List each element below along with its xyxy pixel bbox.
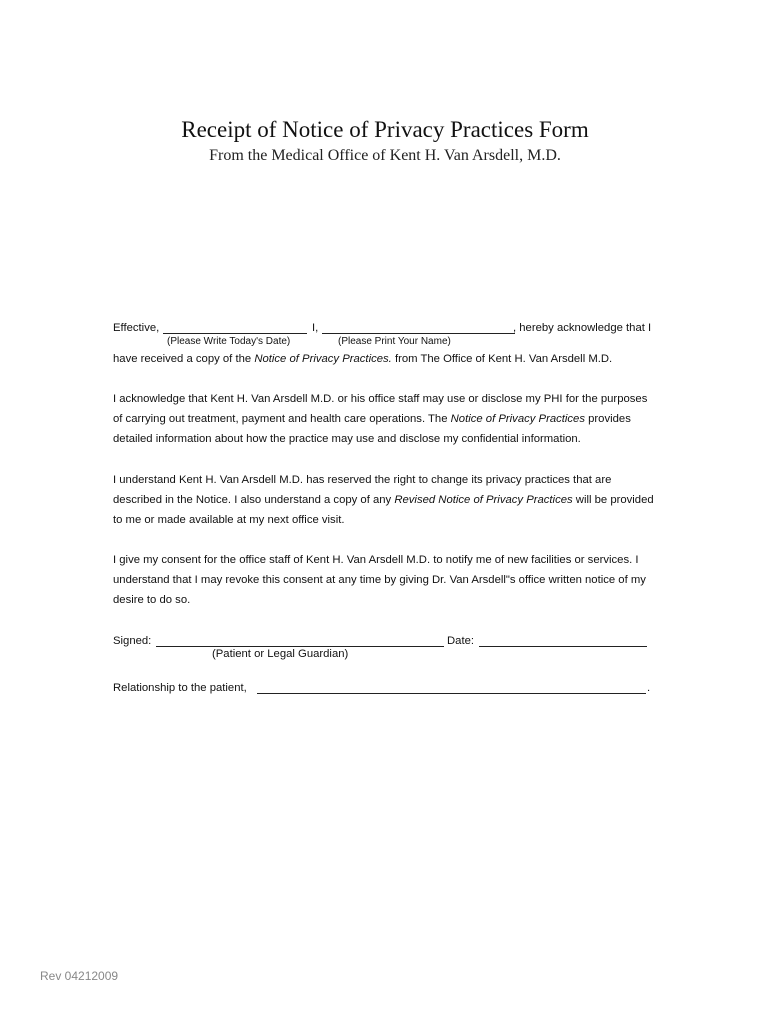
revision-number: Rev 04212009 [40, 969, 119, 983]
receipt-line-c: from The Office of Kent H. Van Arsdell M.D. [391, 353, 613, 365]
para1-notice-italic: Notice of Privacy Practices [450, 413, 585, 425]
para3-line3: desire to do so. [113, 594, 191, 606]
para3-line2: understand that I may revoke this consent at any time by giving Dr. Van Arsdell"s office written notice of my [113, 574, 646, 586]
para2-line2-c: will be provided [572, 494, 654, 506]
relationship-label: Relationship to the patient, [113, 682, 247, 694]
signature-date-blank[interactable] [479, 646, 647, 647]
receipt-line-a: have received a copy of the [113, 353, 255, 365]
notice-title-italic: Notice of Privacy Practices. [254, 353, 392, 365]
para2-line2 [113, 494, 654, 506]
signature-blank[interactable] [156, 646, 444, 647]
signed-hint: (Patient or Legal Guardian) [212, 648, 349, 660]
para1-line1: I acknowledge that Kent H. Van Arsdell M.D. or his office staff may use or disclose my PHI for the purposes [113, 393, 648, 405]
revised-notice-italic: Revised Notice of Privacy Practices [394, 494, 573, 506]
date-hint: (Please Write Today's Date) [167, 336, 291, 347]
date-blank[interactable] [163, 333, 307, 334]
name-hint: (Please Print Your Name) [338, 336, 451, 347]
signed-label: Signed: [113, 635, 152, 647]
para1-line3: detailed information about how the practice may use and disclose my confidential information. [113, 433, 581, 445]
para1-line2 [113, 413, 631, 425]
form-subtitle: From the Medical Office of Kent H. Van Arsdell, M.D. [209, 147, 561, 164]
relationship-blank[interactable] [257, 693, 646, 694]
para2-line1: I understand Kent H. Van Arsdell M.D. has reserved the right to change its privacy practices that are [113, 474, 612, 486]
para2-line2-a: described in the Notice. I also understand a copy of any [113, 494, 395, 506]
relationship-end: . [647, 682, 651, 694]
para3-line1: I give my consent for the office staff of Kent H. Van Arsdell M.D. to notify me of new facilities or services. I [113, 554, 639, 566]
acknowledge-tail: , hereby acknowledge that I [513, 322, 652, 334]
form-title: Receipt of Notice of Privacy Practices Form [181, 117, 589, 142]
name-separator: I, [312, 322, 319, 334]
name-blank[interactable] [322, 333, 515, 334]
para1-line2-a: of carrying out treatment, payment and health care operations. The [113, 413, 451, 425]
date-label: Date: [447, 635, 475, 647]
para1-line2-c: provides [585, 413, 631, 425]
receipt-line [113, 353, 612, 365]
effective-label: Effective, [113, 322, 160, 334]
para2-line3: to me or made available at my next office visit. [113, 514, 345, 526]
